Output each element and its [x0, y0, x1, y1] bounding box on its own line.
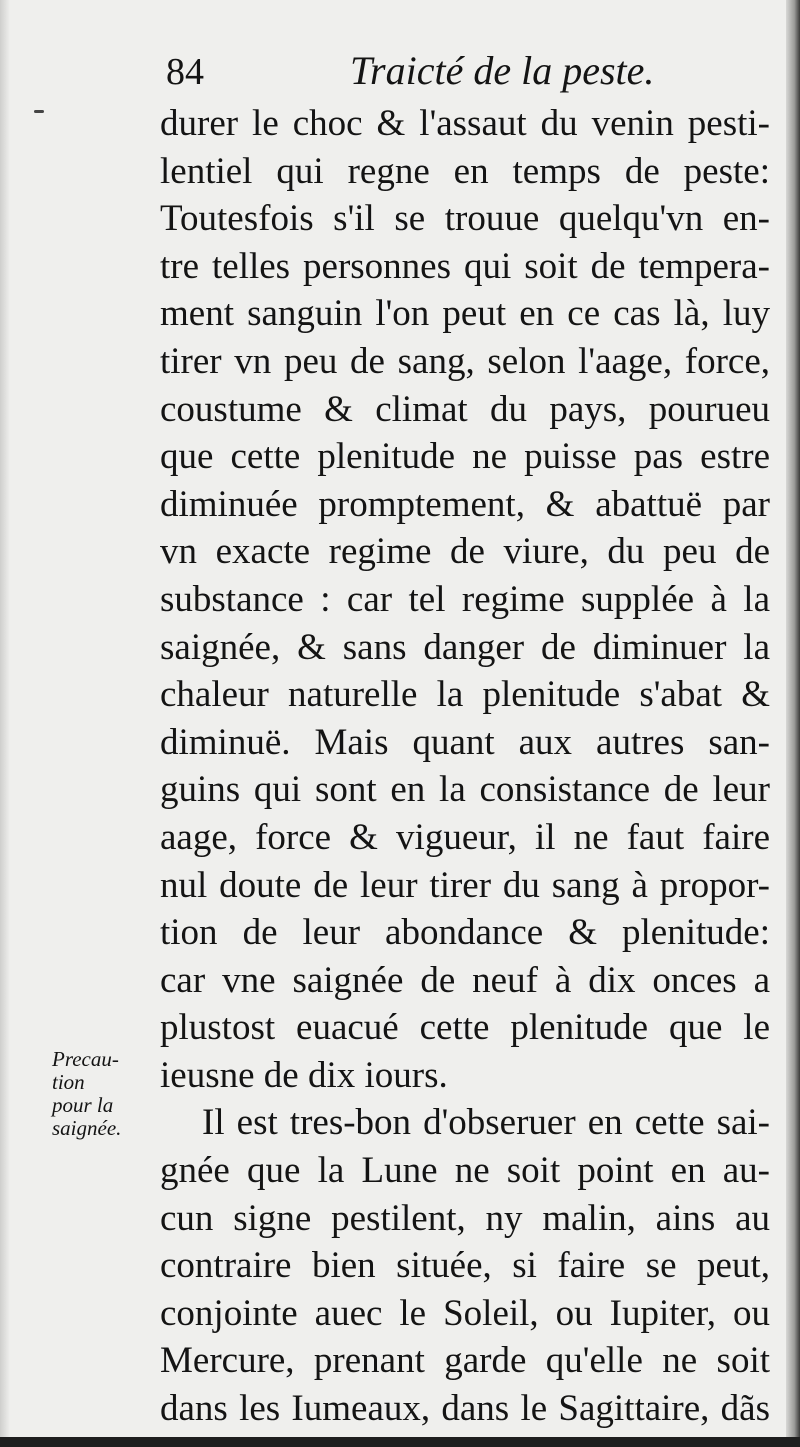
text-line: conjointe auec le Soleil, ou Iupiter, ou — [160, 1292, 770, 1334]
margin-note-line: pour la — [52, 1093, 114, 1117]
text-line: nul doute de leur tirer du sang à propor- — [160, 864, 770, 906]
text-line: coustume & climat du pays, pourueu — [160, 388, 770, 430]
text-line: plustost euacué cette plenitude que le — [160, 1007, 770, 1049]
text-line: guins qui sont en la consistance de leur — [160, 769, 770, 811]
margin-note — [52, 1048, 160, 1140]
text-line: tion de leur abondance & plenitude: — [160, 912, 770, 954]
text-line: dans les Iumeaux, dans le Sagittaire, dãs — [160, 1388, 770, 1430]
text-line: tirer vn peu de sang, selon l'aage, force, — [160, 340, 770, 382]
page-binding-edge — [786, 0, 800, 1447]
page-header — [160, 46, 760, 98]
text-line: contraire bien située, si faire se peut, — [160, 1245, 770, 1287]
text-line: que cette plenitude ne puisse pas estre — [160, 436, 770, 478]
ink-speck — [34, 110, 44, 113]
text-line: car vne saignée de neuf à dix onces a — [160, 959, 770, 1001]
page-left-margin — [0, 0, 10, 1447]
text-line: saignée, & sans danger de diminuer la — [160, 626, 770, 668]
text-line: Mercure, prenant garde qu'elle ne soit — [160, 1340, 770, 1382]
text-line: tre telles personnes qui soit de tempera- — [160, 245, 770, 287]
text-line: vn exacte regime de viure, du peu de — [160, 531, 770, 573]
text-line: chaleur naturelle la plenitude s'abat & — [160, 674, 770, 716]
page-bottom-edge — [0, 1437, 800, 1447]
page-number: 84 — [166, 51, 204, 93]
margin-note-line: Precau- — [52, 1047, 119, 1071]
margin-note-line: saignée. — [52, 1116, 122, 1140]
text-line: diminuée promptement, & abattuë par — [160, 483, 770, 525]
paragraph-start-line: Il est tres-bon d'obseruer en cette sai- — [202, 1102, 770, 1144]
margin-note-line: tion — [52, 1070, 85, 1094]
text-line: lentiel qui regne en temps de peste: — [160, 150, 770, 192]
text-line: gnée que la Lune ne soit point en au- — [160, 1150, 770, 1192]
text-line: ment sanguin l'on peut en ce cas là, luy — [160, 293, 770, 335]
text-line: diminuë. Mais quant aux autres san- — [160, 721, 770, 763]
running-title: Traicté de la peste. — [350, 48, 655, 93]
body-text — [160, 100, 770, 1433]
paragraph-end-line: ieusne de dix iours. — [160, 1054, 448, 1096]
text-line: aage, force & vigueur, il ne faut faire — [160, 816, 770, 858]
text-line: substance : car tel regime supplée à la — [160, 578, 770, 620]
text-line: Toutesfois s'il se trouue quelqu'vn en- — [160, 198, 770, 240]
text-line: durer le choc & l'assaut du venin pesti- — [160, 103, 770, 144]
text-line: cun signe pestilent, ny malin, ains au — [160, 1197, 770, 1239]
